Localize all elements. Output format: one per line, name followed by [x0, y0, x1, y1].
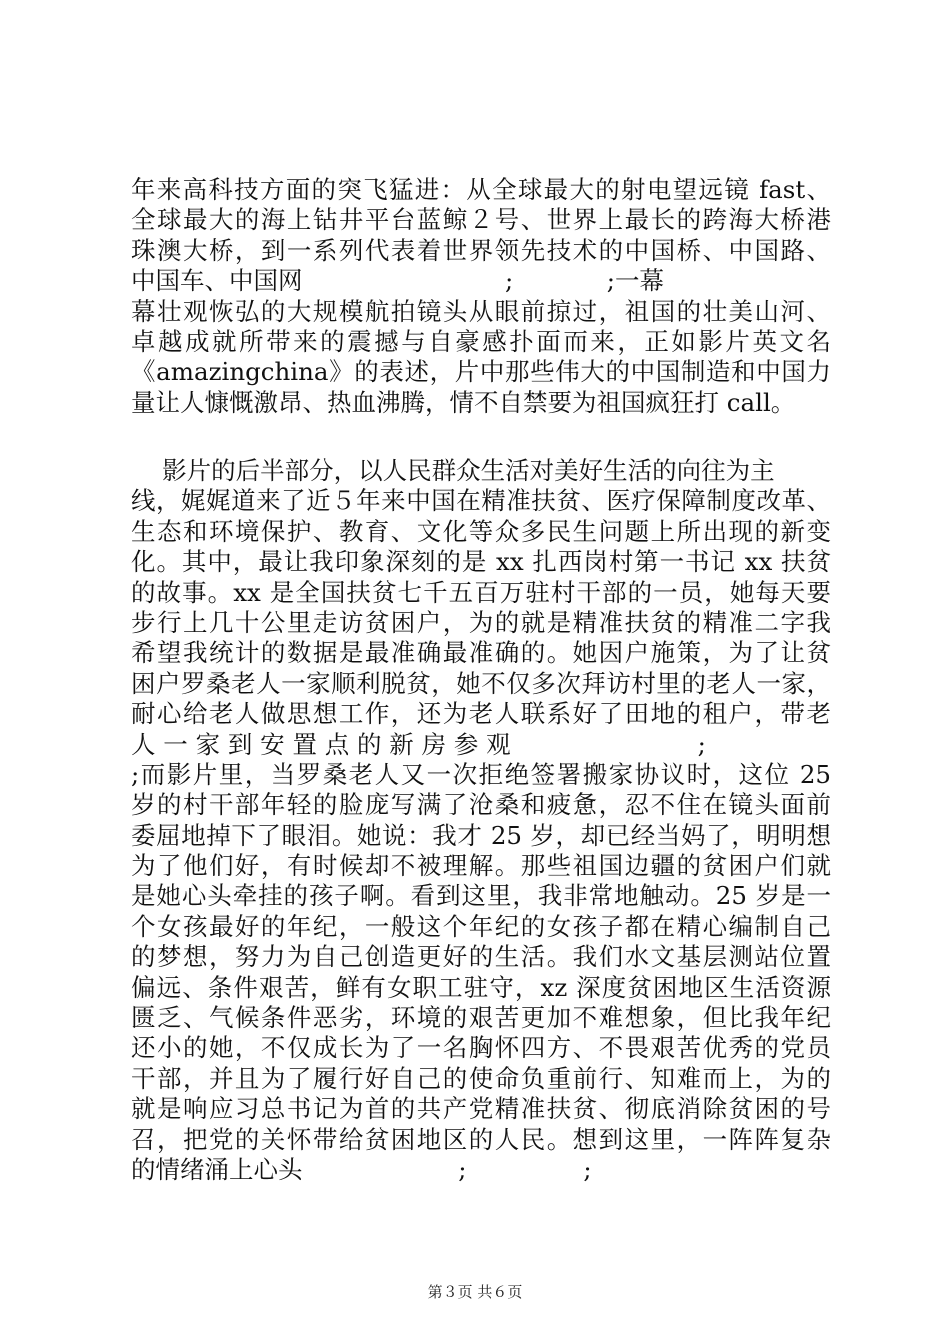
text-line: 卓越成就所带来的震撼与自豪感扑面而来，正如影片英文名 — [131, 326, 831, 356]
text-line: 人 一 家 到 安 置 点 的 新 房 参 观 ; — [131, 729, 706, 759]
text-line: 为了他们好，有时候却不被理解。那些祖国边疆的贫困户们就 — [131, 851, 831, 881]
text-line: 偏远、条件艰苦，鲜有女职工驻守，xz 深度贫困地区生活资源 — [131, 972, 831, 1002]
paragraph-2 — [131, 456, 831, 1185]
text-line: ;而影片里，当罗桑老人又一次拒绝签署搬家协议时，这位 25 — [131, 759, 831, 789]
text-line: 年来高科技方面的突飞猛进：从全球最大的射电望远镜 fast、 — [131, 175, 831, 204]
text-line: 珠澳大桥，到一系列代表着世界领先技术的中国桥、中国路、 — [131, 235, 831, 265]
text-line: 量让人慷慨激昂、热血沸腾，情不自禁要为祖国疯狂打 call。 — [131, 387, 796, 417]
paragraph-1 — [131, 175, 831, 418]
text-line: 委屈地掉下了眼泪。她说：我才 25 岁，却已经当妈了，明明想 — [131, 820, 831, 850]
text-line: 的故事。xx 是全国扶贫七千五百万驻村干部的一员，她每天要 — [131, 577, 831, 607]
text-line: 影片的后半部分，以人民群众生活对美好生活的向往为主 — [131, 456, 775, 485]
text-line: 希望我统计的数据是最准确最准确的。她因户施策，为了让贫 — [131, 638, 831, 668]
text-line: 全球最大的海上钻井平台蓝鲸２号、世界上最长的跨海大桥港 — [131, 205, 831, 235]
text-line: 的情绪涌上心头 ; ; — [131, 1154, 592, 1184]
text-line: 的梦想，努力为自己创造更好的生活。我们水文基层测站位置 — [131, 942, 831, 972]
text-line: 困户罗桑老人一家顺利脱贫，她不仅多次拜访村里的老人一家， — [131, 668, 831, 698]
text-line: 还小的她，不仅成长为了一名胸怀四方、不畏艰苦优秀的党员 — [131, 1033, 831, 1063]
text-line: 中国车、中国网 ; ;一幕 — [131, 266, 664, 296]
text-line: 召，把党的关怀带给贫困地区的人民。想到这里，一阵阵复杂 — [131, 1124, 831, 1154]
text-line: 化。其中，最让我印象深刻的是 xx 扎西岗村第一书记 xx 扶贫 — [131, 547, 831, 577]
text-line: 是她心头牵挂的孩子啊。看到这里，我非常地触动。25 岁是一 — [131, 881, 831, 911]
text-line: 生态和环境保护、教育、文化等众多民生问题上所出现的新变 — [131, 516, 831, 546]
text-line: 干部，并且为了履行好自己的使命负重前行、知难而上，为的 — [131, 1063, 831, 1093]
text-line: 幕壮观恢弘的大规模航拍镜头从眼前掠过，祖国的壮美山河、 — [131, 296, 831, 326]
text-line: 就是响应习总书记为首的共产党精准扶贫、彻底消除贫困的号 — [131, 1094, 831, 1124]
text-line: 匮乏、气候条件恶劣，环境的艰苦更加不难想象，但比我年纪 — [131, 1003, 831, 1033]
page-number-footer: 第３页 共６页 — [427, 1283, 523, 1301]
text-line: 步行上几十公里走访贫困户，为的就是精准扶贫的精准二字我 — [131, 607, 831, 637]
text-line: 岁的村干部年轻的脸庞写满了沧桑和疲惫，忍不住在镜头面前 — [131, 790, 831, 820]
text-line: 《amazingchina》的表述，片中那些伟大的中国制造和中国力 — [131, 357, 831, 387]
text-line: 耐心给老人做思想工作，还为老人联系好了田地的租户，带老 — [131, 699, 831, 729]
text-line: 线，娓娓道来了近５年来中国在精准扶贫、医疗保障制度改革、 — [131, 486, 831, 516]
text-line: 个女孩最好的年纪，一般这个年纪的女孩子都在精心编制自己 — [131, 911, 831, 941]
